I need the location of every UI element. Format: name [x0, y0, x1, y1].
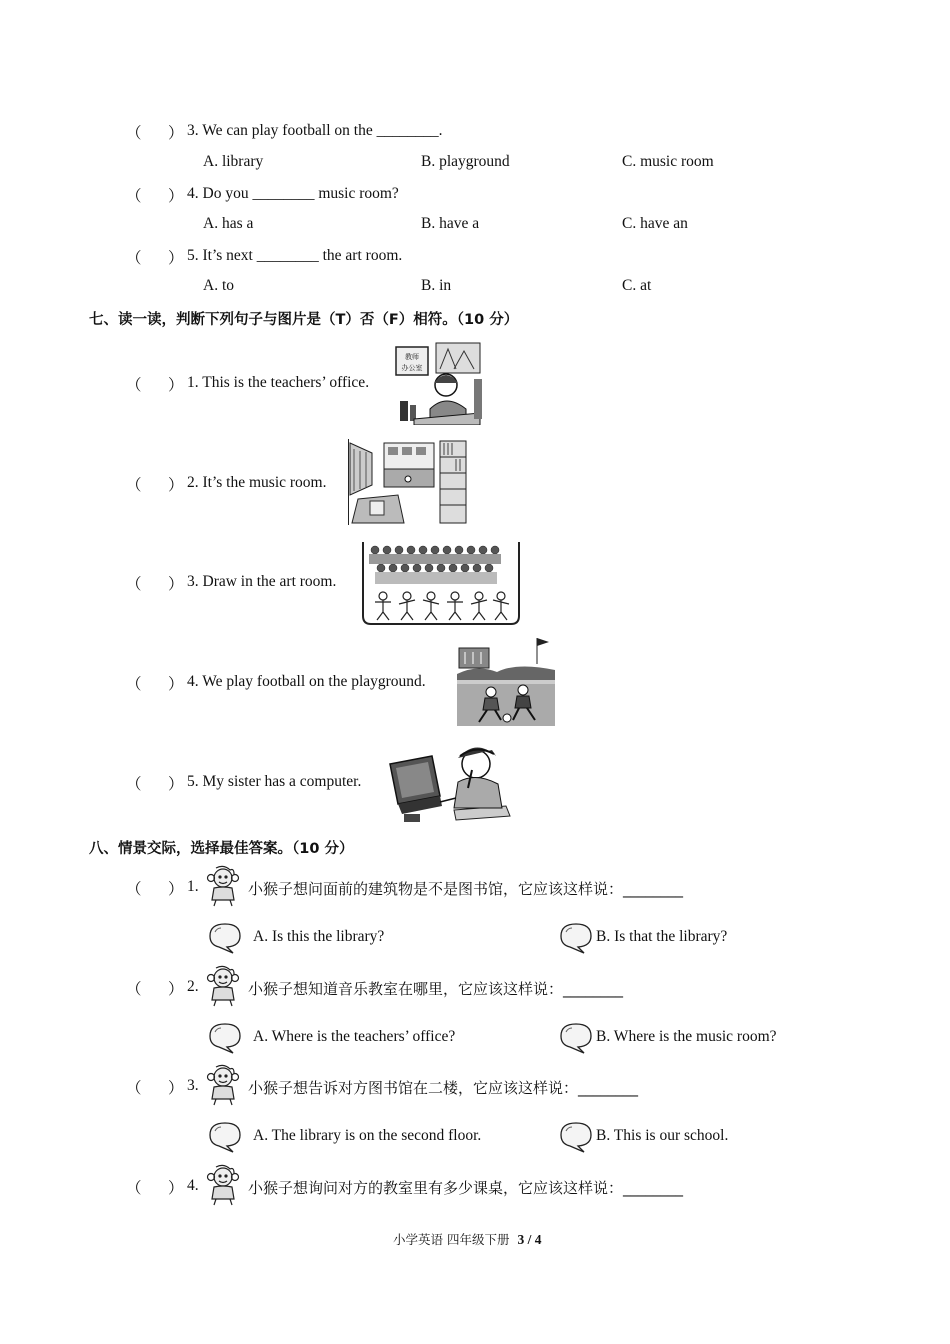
scenario-prompt: 小猴子想告诉对方图书馆在二楼，它应该这样说：________	[248, 1079, 639, 1097]
option-c: C. at	[622, 277, 652, 294]
room-picture	[348, 439, 468, 525]
option-a: A. Where is the teachers’ office?	[253, 1028, 456, 1045]
answer-paren-close: ）	[168, 377, 184, 394]
answer-paren-close: ）	[168, 125, 184, 142]
page-number: 3 / 4	[517, 1232, 542, 1247]
question-number: 4.	[187, 1177, 199, 1194]
option-b: B. in	[421, 277, 452, 294]
statement-2: 2. It’s the music room.	[187, 474, 327, 491]
option-b: B. playground	[421, 153, 510, 170]
option-b: B. Where is the music room?	[596, 1028, 777, 1045]
answer-paren-close: ）	[168, 250, 184, 267]
answer-paren-close: ）	[168, 477, 184, 494]
scenario-prompt: 小猴子想问面前的建筑物是不是图书馆，它应该这样说：________	[248, 880, 684, 898]
answer-paren-open[interactable]: （	[126, 881, 142, 898]
computer-picture	[384, 736, 516, 826]
option-a: A. to	[203, 277, 234, 294]
answer-paren-close: ）	[168, 1080, 184, 1097]
question-number: 3.	[187, 1077, 199, 1094]
speech-bubble-icon	[207, 1020, 243, 1054]
question-text: 3. We can play football on the ________.	[187, 122, 443, 139]
statement-3: 3. Draw in the art room.	[187, 573, 337, 590]
answer-paren-close: ）	[168, 981, 184, 998]
answer-paren-open[interactable]: （	[126, 477, 142, 494]
page-footer	[393, 1230, 541, 1248]
answer-paren-open[interactable]: （	[126, 250, 142, 267]
monkey-icon	[204, 964, 242, 1008]
answer-paren-close: ）	[168, 1180, 184, 1197]
answer-paren-open[interactable]: （	[126, 1180, 142, 1197]
answer-paren-open[interactable]: （	[126, 981, 142, 998]
option-b: B. have a	[421, 215, 480, 232]
option-a: A. Is this the library?	[253, 928, 385, 945]
question-text: 5. It’s next ________ the art room.	[187, 247, 403, 264]
option-a: A. The library is on the second floor.	[253, 1127, 482, 1144]
answer-paren-close: ）	[168, 676, 184, 693]
answer-paren-open[interactable]: （	[126, 776, 142, 793]
statement-4: 4. We play football on the playground.	[187, 673, 426, 690]
monkey-icon	[204, 1063, 242, 1107]
answer-paren-close: ）	[168, 188, 184, 205]
monkey-icon	[204, 864, 242, 908]
footer-text: 小学英语 四年级下册	[393, 1232, 510, 1247]
football-picture	[457, 634, 555, 726]
scenario-prompt: 小猴子想询问对方的教室里有多少课桌，它应该这样说：________	[248, 1179, 684, 1197]
answer-paren-open[interactable]: （	[126, 377, 142, 394]
answer-paren-open[interactable]: （	[126, 1080, 142, 1097]
speech-bubble-icon	[558, 1119, 594, 1153]
option-a: A. library	[203, 153, 264, 170]
speech-bubble-icon	[558, 920, 594, 954]
option-b: B. This is our school.	[596, 1127, 729, 1144]
option-a: A. has a	[203, 215, 254, 232]
scenario-prompt: 小猴子想知道音乐教室在哪里，它应该这样说：________	[248, 980, 624, 998]
answer-paren-close: ）	[168, 881, 184, 898]
section7-heading: 七、读一读，判断下列句子与图片是（T）否（F）相符。（10 分）	[89, 312, 519, 328]
statement-1: 1. This is the teachers’ office.	[187, 374, 370, 391]
answer-paren-open[interactable]: （	[126, 676, 142, 693]
option-c: C. have an	[622, 215, 688, 232]
monkey-icon	[204, 1163, 242, 1207]
option-b: B. Is that the library?	[596, 928, 728, 945]
option-c: C. music room	[622, 153, 714, 170]
teachers-office-picture	[394, 339, 484, 425]
section8-heading: 八、情景交际，选择最佳答案。（10 分）	[89, 841, 354, 857]
question-number: 1.	[187, 878, 199, 895]
answer-paren-open[interactable]: （	[126, 125, 142, 142]
sign-line1: 教师	[405, 353, 419, 361]
answer-paren-close: ）	[168, 576, 184, 593]
answer-paren-open[interactable]: （	[126, 576, 142, 593]
speech-bubble-icon	[558, 1020, 594, 1054]
question-text: 4. Do you ________ music room?	[187, 185, 399, 202]
answer-paren-close: ）	[168, 776, 184, 793]
statement-5: 5. My sister has a computer.	[187, 773, 362, 790]
sign-line2: 办公室	[401, 364, 423, 372]
speech-bubble-icon	[207, 1119, 243, 1153]
choir-picture	[361, 540, 521, 626]
answer-paren-open[interactable]: （	[126, 188, 142, 205]
question-number: 2.	[187, 978, 199, 995]
speech-bubble-icon	[207, 920, 243, 954]
